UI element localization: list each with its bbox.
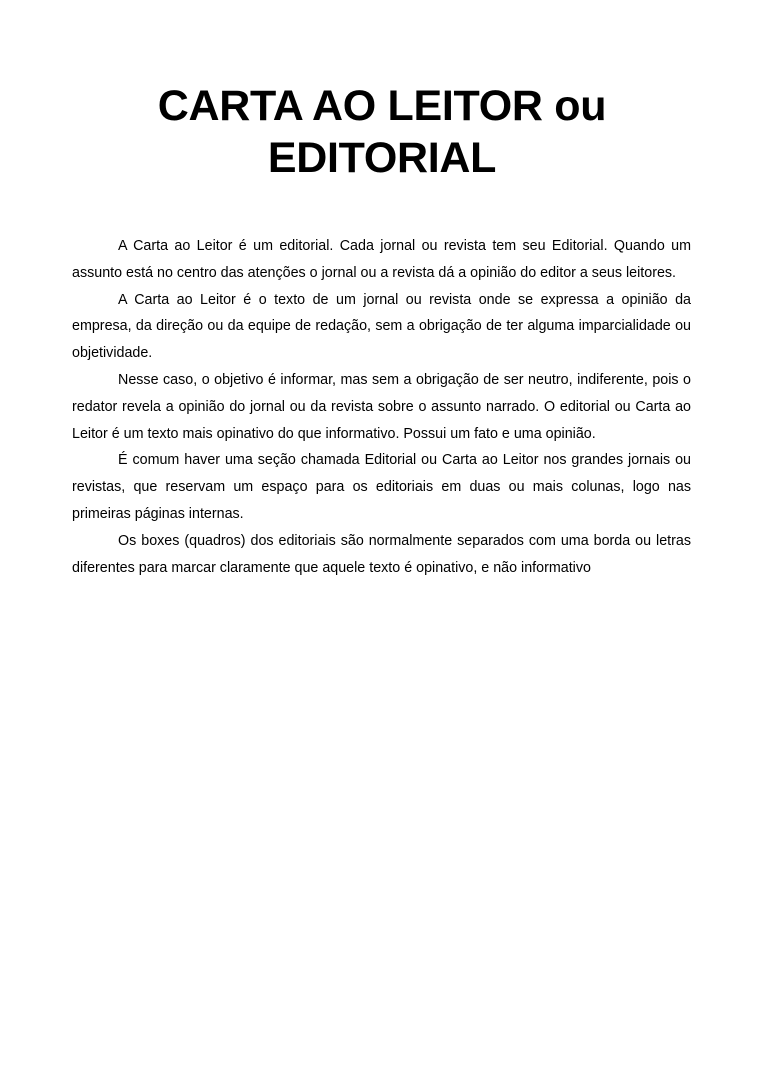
paragraph-2: A Carta ao Leitor é o texto de um jornal ou revista onde se expressa a opinião da empresa, da direção ou da equipe de redação, sem a obrigação de ter alguma imparcialidade ou objetividade. xyxy=(72,291,691,362)
document-title: CARTA AO LEITOR ou EDITORIAL xyxy=(157,82,607,182)
paragraph-1: A Carta ao Leitor é um editorial. Cada jornal ou revista tem seu Editorial. Quando um assunto está no centro das atenções o jornal ou a revista dá a opinião do editor a seus leitores. xyxy=(72,238,691,281)
paragraph-3: Nesse caso, o objetivo é informar, mas sem a obrigação de ser neutro, indiferente, pois o redator revela a opinião do jornal ou da revista sobre o assunto narrado. O editorial ou Carta ao Leitor é um texto mais opinativo do que informativo. Possui um fato e uma opinião. xyxy=(72,371,691,442)
paragraph-5: Os boxes (quadros) dos editoriais são normalmente separados com uma borda ou letras diferentes para marcar claramente que aquele texto é opinativo, e não informativo xyxy=(72,532,691,576)
document-body xyxy=(72,233,691,581)
paragraph-4: É comum haver uma seção chamada Editorial ou Carta ao Leitor nos grandes jornais ou revistas, que reservam um espaço para os editoriais em duas ou mais colunas, logo nas primeiras páginas internas. xyxy=(72,452,691,522)
